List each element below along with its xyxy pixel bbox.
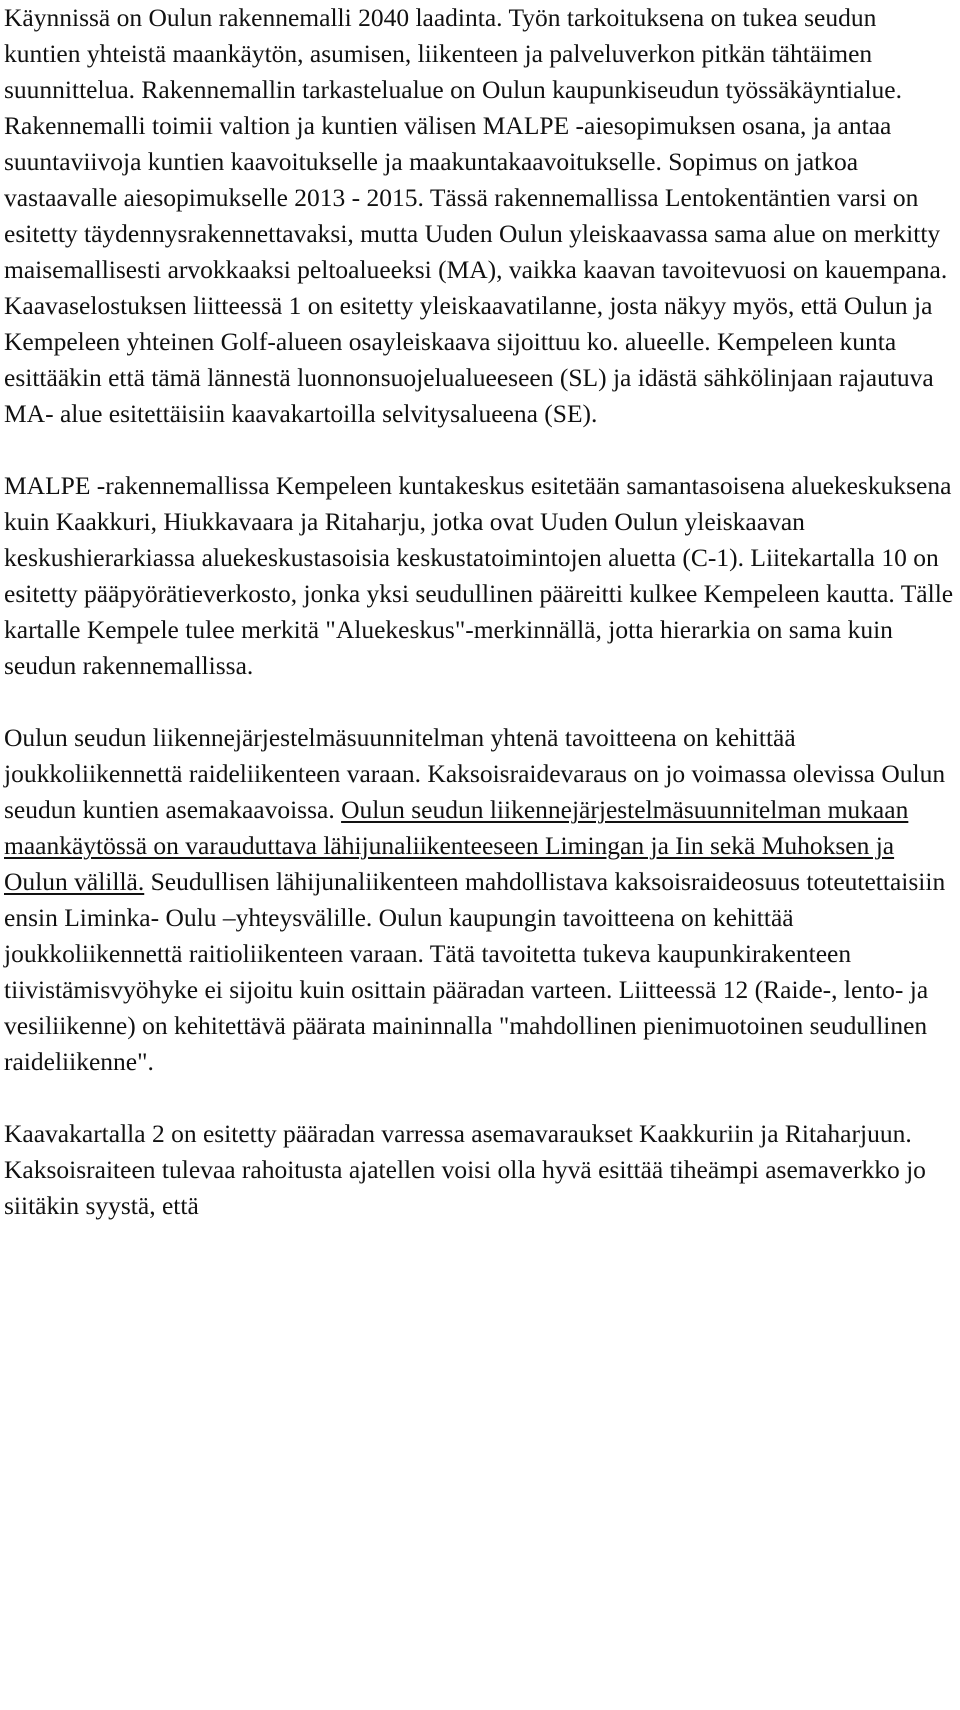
- paragraph-text: MALPE -rakennemallissa Kempeleen kuntakeskus esitetään samantasoisena aluekeskuksena kuin Kaakkuri, Hiukkavaara ja Ritaharju, jotka ovat Uuden Oulun yleiskaavan keskushierarkiassa aluekeskustasoisia keskustatoimintojen aluetta (C-1). Liitekartalla 10 on esitetty pääpyörätieverkosto, jonka yksi seudullinen pääreitti kulkee Kempeleen kautta. Tälle kartalle Kempele tulee merkitä "Aluekeskus"-merkinnällä, jotta hierarkia on sama kuin seudun rakennemallissa.: [4, 471, 954, 680]
- underlined-text: Oulun seudun liikennejärjestelmäsuunnitelman mukaan maankäytössä on varauduttava lähijunaliikenteeseen Limingan ja Iin sekä Muhoksen ja Oulun välillä.: [4, 795, 909, 896]
- paragraph-text: Kaavakartalla 2 on esitetty pääradan varressa asemavaraukset Kaakkuriin ja Ritaharjuun. Kaksoisraiteen tulevaa rahoitusta ajatellen voisi olla hyvä esittää tiheämpi asemaverkko jo siitäkin syystä, että: [4, 1119, 926, 1220]
- paragraph-text: Käynnissä on Oulun rakennemalli 2040 laadinta. Työn tarkoituksena on tukea seudun kuntien yhteistä maankäytön, asumisen, liikenteen ja palveluverkon pitkän tähtäimen suunnittelua. Rakennemallin tarkastelualue on Oulun kaupunkiseudun työssäkäyntialue. Rakennemalli toimii valtion ja kuntien välisen MALPE -aiesopimuksen osana, ja antaa suuntaviivoja kuntien kaavoitukselle ja maakuntakaavoitukselle. Sopimus on jatkoa vastaavalle aiesopimukselle 2013 - 2015. Tässä rakennemallissa Lentokentäntien varsi on esitetty täydennysrakennettavaksi, mutta Uuden Oulun yleiskaavassa sama alue on merkitty maisemallisesti arvokkaaksi peltoalueeksi (MA), vaikka kaavan tavoitevuosi on kauempana. Kaavaselostuksen liitteessä 1 on esitetty yleiskaavatilanne, josta näkyy myös, että Oulun ja Kempeleen yhteinen Golf-alueen osayleiskaava sijoittuu ko. alueelle. Kempeleen kunta esittääkin että tämä lännestä luonnonsuojelualueeseen (SL) ja idästä sähkölinjaan rajautuva MA- alue esitettäisiin kaavakartoilla selvitysalueena (SE).: [4, 3, 948, 428]
- paragraph-rakennemalli: [4, 0, 956, 432]
- document-page: [4, 0, 956, 1224]
- paragraph-text: Oulun seudun liikennejärjestelmäsuunnitelman yhtenä tavoitteena on kehittää joukkoliikennettä raideliikenteen varaan. Kaksoisraidevaraus on jo voimassa olevissa Oulun seudun kuntien asemakaavoissa.: [4, 723, 946, 824]
- paragraph-kaavakartta: [4, 1116, 956, 1224]
- paragraph-malpe: [4, 468, 956, 684]
- paragraph-liikennejarjestelma: [4, 720, 956, 1080]
- paragraph-text: Seudullisen lähijunaliikenteen mahdollistava kaksoisraideosuus toteutettaisiin ensin Liminka- Oulu –yhteysvälille. Oulun kaupungin tavoitteena on kehittää joukkoliikennettä raitioliikenteen varaan. Tätä tavoitetta tukeva kaupunkirakenteen tiivistämisvyöhyke ei sijoitu kuin osittain pääradan varteen. Liitteessä 12 (Raide-, lento- ja vesiliikenne) on kehitettävä päärata maininnalla "mahdollinen pienimuotoinen seudullinen raideliikenne".: [4, 867, 946, 1076]
